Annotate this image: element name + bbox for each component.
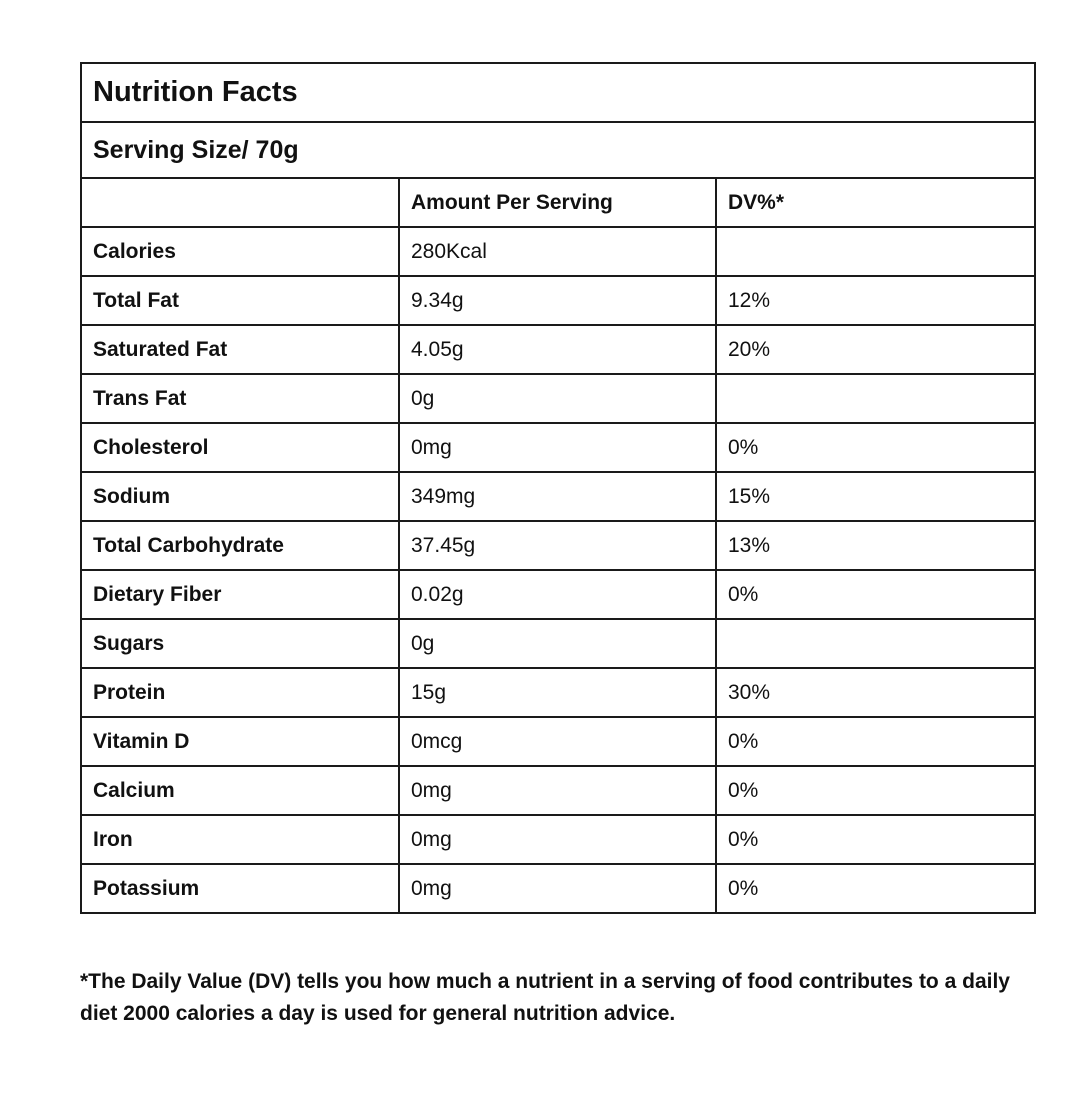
table-row	[81, 668, 1035, 717]
nutrient-name: Calcium	[81, 766, 399, 815]
nutrient-amount: 37.45g	[399, 521, 716, 570]
nutrient-amount: 0.02g	[399, 570, 716, 619]
nutrient-name: Calories	[81, 227, 399, 276]
nutrient-dv: 0%	[716, 815, 1035, 864]
header-nutrient	[81, 178, 399, 227]
nutrient-name: Total Fat	[81, 276, 399, 325]
table-row	[81, 472, 1035, 521]
nutrient-amount: 4.05g	[399, 325, 716, 374]
nutrient-name: Iron	[81, 815, 399, 864]
nutrient-name: Saturated Fat	[81, 325, 399, 374]
table-row	[81, 423, 1035, 472]
nutrient-name: Total Carbohydrate	[81, 521, 399, 570]
nutrient-name: Cholesterol	[81, 423, 399, 472]
nutrient-amount: 9.34g	[399, 276, 716, 325]
nutrient-amount: 0g	[399, 374, 716, 423]
table-row	[81, 864, 1035, 913]
nutrient-dv: 0%	[716, 423, 1035, 472]
nutrient-name: Trans Fat	[81, 374, 399, 423]
nutrient-dv	[716, 619, 1035, 668]
table-row	[81, 374, 1035, 423]
table-row	[81, 276, 1035, 325]
nutrient-dv: 0%	[716, 717, 1035, 766]
table-title: Nutrition Facts	[81, 63, 1035, 122]
nutrient-name: Dietary Fiber	[81, 570, 399, 619]
header-amount: Amount Per Serving	[399, 178, 716, 227]
nutrient-name: Protein	[81, 668, 399, 717]
nutrient-dv: 0%	[716, 570, 1035, 619]
nutrient-name: Sodium	[81, 472, 399, 521]
nutrient-amount: 15g	[399, 668, 716, 717]
nutrient-name: Potassium	[81, 864, 399, 913]
daily-value-footnote: *The Daily Value (DV) tells you how much a nutrient in a serving of food contributes to a daily diet 2000 calories a day is used for general nutrition advice.	[80, 970, 1010, 1025]
nutrient-dv: 15%	[716, 472, 1035, 521]
nutrient-name: Sugars	[81, 619, 399, 668]
nutrient-dv: 0%	[716, 766, 1035, 815]
nutrient-dv: 30%	[716, 668, 1035, 717]
nutrient-dv: 20%	[716, 325, 1035, 374]
serving-size: Serving Size/ 70g	[81, 122, 1035, 178]
nutrient-dv	[716, 374, 1035, 423]
table-row	[81, 325, 1035, 374]
nutrient-amount: 0mg	[399, 864, 716, 913]
table-row	[81, 619, 1035, 668]
nutrient-dv: 0%	[716, 864, 1035, 913]
table-row	[81, 766, 1035, 815]
nutrient-amount: 0g	[399, 619, 716, 668]
nutrient-amount: 0mcg	[399, 717, 716, 766]
nutrient-dv: 13%	[716, 521, 1035, 570]
table-row	[81, 815, 1035, 864]
table-header-row	[81, 178, 1035, 227]
header-dv: DV%*	[716, 178, 1035, 227]
table-row	[81, 717, 1035, 766]
table-row	[81, 227, 1035, 276]
nutrient-name: Vitamin D	[81, 717, 399, 766]
nutrient-amount: 349mg	[399, 472, 716, 521]
nutrient-amount: 0mg	[399, 815, 716, 864]
nutrition-facts-table	[80, 62, 1036, 914]
nutrient-amount: 280Kcal	[399, 227, 716, 276]
table-row	[81, 570, 1035, 619]
table-row	[81, 521, 1035, 570]
nutrient-amount: 0mg	[399, 766, 716, 815]
nutrient-amount: 0mg	[399, 423, 716, 472]
nutrient-dv	[716, 227, 1035, 276]
nutrient-dv: 12%	[716, 276, 1035, 325]
